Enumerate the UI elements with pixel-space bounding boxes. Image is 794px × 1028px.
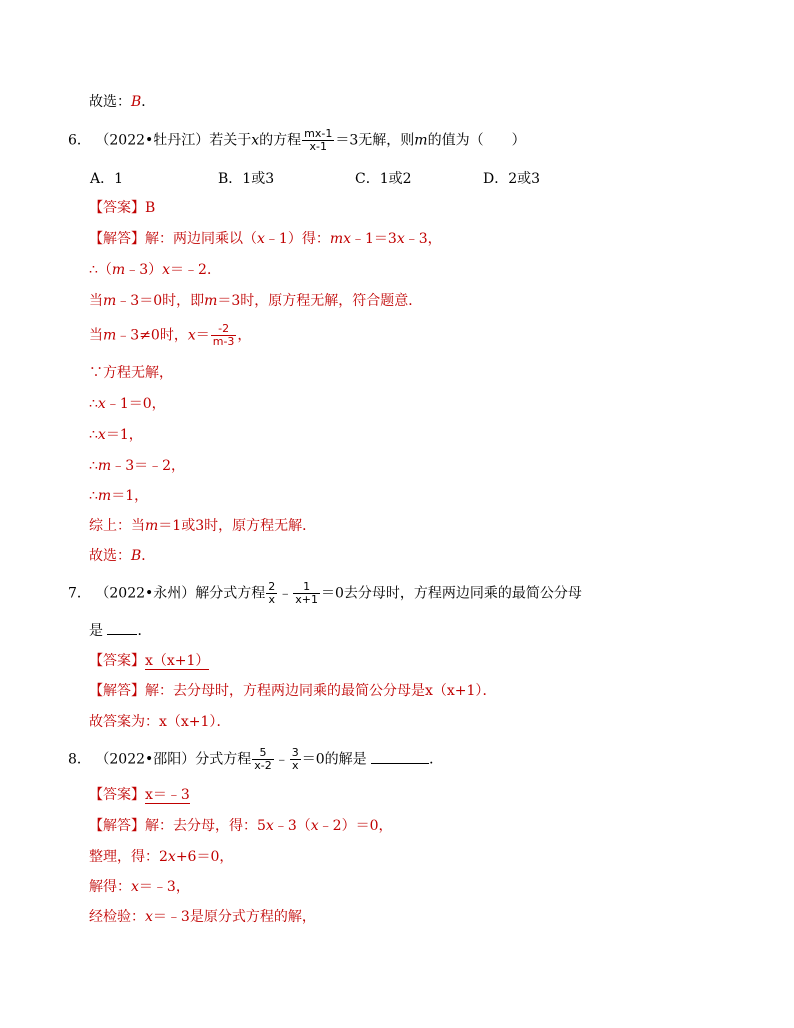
q6-analysis-line-1 (89, 230, 442, 248)
answer-blank (371, 750, 429, 764)
q5-answer: B (131, 94, 142, 110)
question-text: （2022•邵阳）分式方程 (95, 751, 252, 768)
analysis-text: ＝ (195, 327, 210, 344)
variable: x (97, 427, 106, 443)
q6-question (68, 128, 526, 153)
fraction-numerator: mx-1 (304, 127, 333, 140)
analysis-text: ∴（ (89, 262, 112, 278)
question-number: 8． (68, 751, 91, 768)
fraction-numerator: 1 (293, 581, 320, 594)
q7-analysis (89, 682, 496, 700)
fraction (211, 323, 237, 348)
analysis-text: ， (237, 327, 252, 344)
analysis-label: 【解答】 (89, 683, 145, 699)
variable: m (111, 262, 126, 278)
question-text: ＝0去分母时，方程两边同乘的最简公分母 (321, 585, 582, 602)
fraction-numerator: 3 (291, 746, 299, 759)
q6-analysis-line-5: ∵方程无解， (89, 365, 173, 381)
q8-question (68, 747, 443, 772)
q8-analysis-line-1 (89, 817, 392, 835)
analysis-text: 解：去分母，得：5 (145, 818, 266, 834)
q8-analysis-line-2 (89, 848, 233, 866)
question-text: ． (137, 623, 152, 639)
variable: mx (329, 231, 351, 247)
question-text: （2022•永州）解分式方程 (95, 585, 266, 602)
variable: m (145, 518, 159, 534)
analysis-text: x（x+1） (159, 714, 217, 730)
question-text: 的方程 (259, 132, 302, 149)
analysis-text: ． (216, 714, 231, 730)
q7-question-line-2 (89, 621, 151, 640)
analysis-text: x（x+1） (425, 683, 483, 699)
q5-conclusion (89, 93, 155, 111)
q7-conclusion (89, 713, 230, 731)
q7-question (68, 581, 582, 606)
fraction-denominator: x-2 (254, 759, 272, 772)
analysis-text: ﹣3， (404, 231, 442, 247)
fraction (290, 747, 301, 772)
analysis-text: 整理，得：2 (89, 849, 168, 865)
analysis-text: ． (141, 548, 156, 564)
question-text: ＝3无解，则 (335, 132, 415, 149)
fraction (252, 747, 273, 772)
analysis-label: 【解答】 (89, 818, 145, 834)
q6-option-a: A．1 (90, 171, 124, 187)
analysis-text: ﹣3＝﹣2， (111, 458, 186, 474)
question-text: ． (429, 751, 444, 768)
fraction (266, 581, 277, 606)
variable: x (396, 231, 405, 247)
q6-option-c: C．1或2 (355, 171, 412, 187)
variable: m (414, 132, 428, 149)
fraction-denominator: x+1 (295, 593, 318, 606)
answer-label: 【答案】 (89, 200, 145, 216)
question-text: 的值为（ ） (427, 132, 526, 149)
analysis-text: ＝3时，原方程无解，符合题意． (217, 293, 423, 309)
q6-analysis-line-2 (89, 261, 221, 279)
analysis-text: ﹣2）＝0， (318, 818, 393, 834)
operator: ﹣ (278, 585, 293, 602)
q6-analysis-line-9 (89, 487, 148, 505)
answer-value: x（x+1） (145, 653, 210, 669)
question-text: 是 (89, 623, 103, 639)
variable: m (97, 488, 112, 504)
operator: ﹣ (274, 751, 289, 768)
answer-value: B (131, 548, 142, 564)
analysis-text: ﹣1＝3 (351, 231, 397, 247)
variable: x (145, 909, 153, 925)
fraction-denominator: x (291, 759, 299, 772)
fraction-denominator: m-3 (212, 335, 235, 348)
question-text: ＝0的解是 (301, 751, 367, 768)
answer-label: 【答案】 (89, 653, 145, 669)
fraction-numerator: -2 (211, 323, 237, 336)
analysis-text: 当 (89, 327, 103, 344)
q5-end: ． (141, 94, 156, 110)
question-text: （2022•牡丹江）若关于 (95, 132, 252, 149)
variable: x (257, 231, 265, 247)
analysis-text: ﹣3） (125, 262, 163, 278)
analysis-text: 解得： (89, 879, 131, 895)
variable: m (103, 327, 117, 344)
analysis-text: ﹣1＝0， (105, 396, 166, 412)
variable: x (167, 849, 176, 865)
variable: x (162, 262, 171, 278)
question-number: 6． (68, 132, 91, 149)
variable: x (187, 327, 196, 344)
variable: x (97, 396, 106, 412)
q6-analysis-line-10 (89, 517, 316, 535)
fraction-numerator: 5 (252, 747, 273, 760)
fraction-denominator: x-1 (309, 140, 328, 153)
analysis-text: +6＝0， (175, 849, 234, 865)
analysis-text: ＝1， (111, 488, 149, 504)
analysis-text: ∴ (89, 488, 98, 504)
analysis-text: ﹣3（ (273, 818, 311, 834)
analysis-label: 【解答】 (89, 231, 145, 247)
variable: m (97, 458, 112, 474)
variable: x (265, 818, 274, 834)
variable: x (251, 132, 260, 149)
q6-analysis-line-7 (89, 426, 143, 444)
q8-answer (89, 786, 190, 804)
analysis-text: ﹣1）得： (264, 231, 330, 247)
analysis-text: 解：两边同乘以（ (145, 231, 257, 247)
analysis-text: 故答案为： (89, 714, 159, 730)
question-number: 7． (68, 585, 91, 602)
q6-answer (89, 199, 155, 217)
q7-answer (89, 652, 209, 670)
analysis-text: 解：去分母时，方程两边同乘的最简公分母是 (145, 683, 425, 699)
analysis-text: ＝﹣2． (170, 262, 221, 278)
q6-analysis-line-6 (89, 395, 166, 413)
q8-analysis-line-3 (89, 878, 190, 896)
q5-conclusion-label: 故选： (89, 94, 131, 110)
q6-analysis-line-4 (89, 323, 251, 348)
fraction-numerator: 2 (268, 580, 276, 593)
variable: x (131, 879, 139, 895)
analysis-text: ＝﹣3是原分式方程的解， (152, 909, 316, 925)
fraction-denominator: x (268, 593, 276, 606)
q8-analysis-line-4 (89, 908, 316, 926)
analysis-text: 故选： (89, 548, 131, 564)
analysis-text: 当 (89, 293, 103, 309)
analysis-text: ﹣3≠0时， (116, 327, 188, 344)
answer-value: x＝﹣3 (145, 787, 190, 803)
analysis-text: ∴ (89, 458, 98, 474)
variable: x (310, 818, 319, 834)
analysis-text: ∴ (89, 427, 98, 443)
analysis-text: 经检验： (89, 909, 145, 925)
analysis-text: ∴ (89, 396, 98, 412)
answer-blank (107, 621, 137, 635)
analysis-text: ． (482, 683, 497, 699)
analysis-text: ＝1， (105, 427, 143, 443)
analysis-text: ﹣3＝0时，即 (116, 293, 205, 309)
q6-analysis-line-3 (89, 292, 422, 310)
answer-label: 【答案】 (89, 787, 145, 803)
fraction (293, 581, 320, 606)
answer-value: B (145, 200, 156, 216)
analysis-text: ＝1或3时，原方程无解． (158, 518, 317, 534)
fraction (302, 128, 334, 153)
q6-option-d: D．2或3 (483, 171, 541, 187)
variable: m (204, 293, 218, 309)
variable: m (103, 293, 117, 309)
q6-option-b: B．1或3 (218, 171, 275, 187)
analysis-text: 综上：当 (89, 518, 145, 534)
analysis-text: ＝﹣3， (138, 879, 190, 895)
q6-analysis-line-8 (89, 457, 185, 475)
q6-conclusion (89, 547, 155, 565)
